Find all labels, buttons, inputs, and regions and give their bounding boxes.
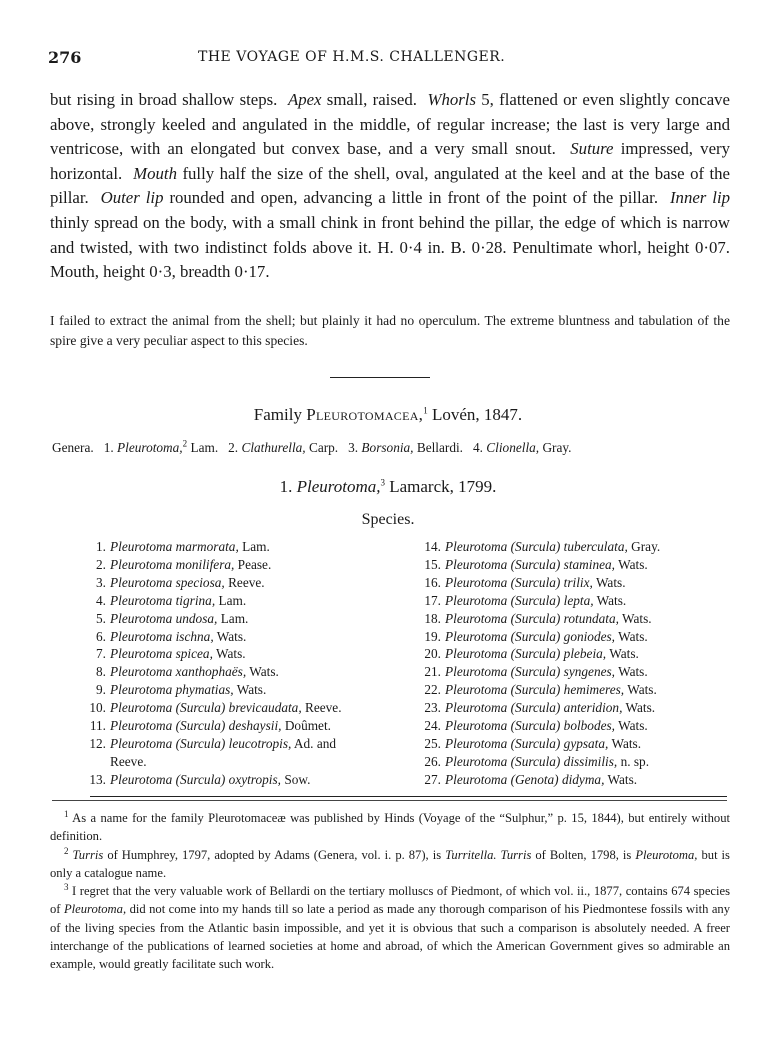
species-number: 3. bbox=[96, 574, 106, 590]
species-author: Doûmet. bbox=[284, 718, 331, 734]
species-description bbox=[50, 88, 730, 285]
species-author: Wats. bbox=[216, 646, 246, 662]
species-entry bbox=[80, 699, 400, 717]
species-number: 26. bbox=[424, 753, 441, 769]
species-author: Wats. bbox=[607, 771, 638, 787]
species-entry bbox=[415, 610, 745, 628]
species-number: 18. bbox=[424, 610, 441, 626]
species-name: Pleurotoma ischna, bbox=[110, 628, 214, 644]
species-number: 17. bbox=[424, 592, 441, 608]
species-entry bbox=[415, 628, 745, 646]
genus-item: 3. Borsonia, Bellardi. bbox=[348, 440, 463, 455]
species-number: 8. bbox=[96, 664, 106, 680]
species-entry bbox=[415, 574, 745, 592]
species-heading: Species. bbox=[361, 511, 415, 528]
species-author: Lam. bbox=[218, 592, 247, 608]
apex-text: small, raised. bbox=[326, 90, 417, 109]
species-author: Wats. bbox=[627, 682, 657, 698]
species-author: Wats. bbox=[595, 574, 626, 590]
species-author: Wats. bbox=[611, 735, 642, 751]
footnote-1: $^1$ As a name for the family Pleurotomaceæ was published by Hinds (Voyage of the “Sulphur,” p. 15, 1844), but entirely without definition. bbox=[50, 808, 730, 844]
outer-lip-label: Outer lip bbox=[100, 188, 164, 208]
species-entry bbox=[415, 538, 745, 556]
species-author: Wats. bbox=[596, 592, 627, 608]
species-author: Wats. bbox=[618, 628, 648, 644]
species-entry bbox=[415, 681, 745, 699]
species-list-left bbox=[80, 538, 400, 789]
species-author: Wats. bbox=[625, 700, 656, 716]
species-author: Wats. bbox=[609, 646, 639, 662]
species-author: Pease. bbox=[237, 556, 272, 572]
species-name: Pleurotoma (Surcula) deshaysii, bbox=[110, 718, 282, 734]
species-author-continued: Reeve. bbox=[110, 753, 147, 769]
species-name: Pleurotoma (Surcula) lepta, bbox=[445, 592, 594, 608]
species-name: Pleurotoma (Surcula) syngenes, bbox=[445, 664, 615, 680]
species-name: Pleurotoma (Genota) didyma, bbox=[445, 771, 605, 787]
mouth-label: Mouth bbox=[133, 163, 177, 183]
species-entry bbox=[80, 735, 400, 771]
species-entry bbox=[415, 645, 745, 663]
species-entry bbox=[415, 592, 745, 610]
species-author: Wats. bbox=[618, 664, 648, 680]
family-name: Pleurotomacea, bbox=[306, 405, 424, 424]
species-name: Pleurotoma (Surcula) bolbodes, bbox=[445, 718, 616, 734]
species-entry bbox=[80, 610, 400, 628]
description-intro: but rising in broad shallow steps. bbox=[50, 90, 278, 109]
page-number: 276 bbox=[48, 48, 82, 67]
species-name: Pleurotoma phymatias, bbox=[110, 682, 234, 698]
suture-label: Suture bbox=[570, 139, 614, 159]
species-author: Reeve. bbox=[228, 574, 265, 590]
species-entry bbox=[415, 735, 745, 753]
footnotes bbox=[50, 809, 730, 974]
species-author: Ad. and bbox=[293, 735, 337, 751]
inner-lip-text: thinly spread on the body, with a small chink in front behind the pillar, the edge of which is narrow and twisted, with two indistinct folds above it. H. 0·4 in. B. 0·28. Penultimate whorl, height 0·07. Mouth, height 0·3, breadth 0·17. bbox=[50, 212, 730, 282]
footnote-ref-2: 2 bbox=[182, 438, 188, 449]
whorls-text: 5, flattened or even slightly concave above, strongly keeled and angulated in the middle, of regular increase; the last is very large and ventricose, with an elongated but convex base, and a very small snout. bbox=[50, 90, 731, 159]
species-number: 25. bbox=[424, 735, 441, 751]
inner-lip-label: Inner lip bbox=[669, 188, 730, 208]
footnote-rule bbox=[90, 796, 727, 797]
species-author: Wats. bbox=[618, 556, 648, 572]
species-number: 9. bbox=[96, 682, 106, 698]
species-entry bbox=[80, 645, 400, 663]
species-entry bbox=[415, 753, 745, 771]
species-number: 13. bbox=[89, 771, 106, 787]
genera-label: Genera. bbox=[52, 440, 94, 455]
family-prefix: Family bbox=[253, 405, 302, 424]
genus-name: Pleurotoma, bbox=[296, 477, 381, 496]
species-number: 7. bbox=[96, 646, 106, 662]
species-author: Lam. bbox=[220, 610, 249, 626]
species-number: 16. bbox=[424, 574, 441, 590]
species-author: Lam. bbox=[242, 539, 270, 554]
genus-item: 1. Pleurotoma,$^2$ Lam. bbox=[103, 438, 219, 455]
species-number: 23. bbox=[424, 700, 441, 716]
species-entry bbox=[80, 717, 400, 735]
species-number: 27. bbox=[424, 771, 441, 787]
footnote-3: $^3$ I regret that the very valuable work of Bellardi on the tertiary molluscs of Piedmont, of which vol. ii., 1877, contains 674 species of Pleurotoma, did not come into my hands till so late a period as made any thorough comparison of his Piedmontese fossils with any of the living species from the Atlantic basin impossible, and yet it is obvious that such a comparison is absolutely needed. A freer interchange of the publications of learned societies at home and abroad, of which the American Government gives so admirable an example, would greatly facilitate such work. bbox=[50, 882, 731, 972]
species-name: Pleurotoma (Surcula) dissimilis, bbox=[445, 753, 618, 769]
family-heading bbox=[0, 405, 776, 425]
species-number: 20. bbox=[424, 646, 441, 662]
remark-paragraph: I failed to extract the animal from the shell; but plainly it had no operculum. The extreme bluntness and tabulation of the spire give a very peculiar aspect to this species. bbox=[50, 313, 730, 348]
species-entry bbox=[415, 663, 745, 681]
species-number: 12. bbox=[89, 735, 106, 751]
section-divider bbox=[330, 377, 430, 378]
species-name: Pleurotoma spicea, bbox=[110, 646, 213, 662]
species-entry bbox=[80, 681, 400, 699]
species-author: Wats. bbox=[216, 628, 247, 644]
genus-authority: Lamarck, 1799. bbox=[389, 477, 497, 496]
species-name: Pleurotoma marmorata, bbox=[110, 539, 239, 554]
species-author: Reeve. bbox=[304, 700, 342, 716]
species-number: 11. bbox=[89, 718, 106, 734]
species-name: Pleurotoma (Surcula) plebeia, bbox=[445, 646, 607, 662]
species-name: Pleurotoma (Surcula) tuberculata, bbox=[445, 539, 628, 554]
genus-item: 2. Clathurella, Carp. bbox=[228, 440, 339, 455]
species-entry bbox=[415, 699, 745, 717]
species-author: Sow. bbox=[284, 771, 311, 787]
genus-number: 1. bbox=[279, 477, 293, 496]
species-entry bbox=[80, 574, 400, 592]
suture-text: impressed, very horizontal. bbox=[50, 139, 730, 183]
species-name: Pleurotoma (Surcula) rotundata, bbox=[445, 610, 619, 626]
genera-line bbox=[52, 440, 732, 456]
footnote-2: $^2$ Turris of Humphrey, 1797, adopted by Adams (Genera, vol. i. p. 87), is Turritella. Turris of Bolten, 1798, is Pleurotoma, but is only a catalogue name. bbox=[50, 845, 730, 880]
species-name: Pleurotoma xanthophaës, bbox=[110, 664, 247, 680]
species-number: 24. bbox=[424, 718, 441, 734]
species-number: 5. bbox=[96, 610, 106, 626]
species-number: 10. bbox=[89, 700, 106, 716]
mouth-text: fully half the size of the shell, oval, angulated at the keel and at the base of the pillar. bbox=[50, 163, 731, 208]
species-name: Pleurotoma monilifera, bbox=[110, 556, 235, 572]
species-name: Pleurotoma speciosa, bbox=[110, 574, 225, 590]
species-name: Pleurotoma (Surcula) goniodes, bbox=[445, 628, 616, 644]
species-entry bbox=[80, 592, 400, 610]
species-number: 22. bbox=[424, 682, 441, 698]
species-number: 14. bbox=[424, 539, 441, 554]
species-author: Wats. bbox=[249, 664, 279, 680]
species-number: 1. bbox=[96, 539, 106, 554]
running-head: THE VOYAGE OF H.M.S. CHALLENGER. bbox=[198, 49, 506, 65]
species-author: Wats. bbox=[622, 610, 652, 626]
species-number: 2. bbox=[96, 556, 106, 572]
species-author: n. sp. bbox=[620, 753, 650, 769]
species-entry bbox=[415, 556, 745, 574]
species-entry bbox=[80, 628, 400, 646]
species-number: 19. bbox=[424, 628, 441, 644]
footnote-ref-3: 3 bbox=[380, 477, 385, 488]
species-name: Pleurotoma (Surcula) hemimeres, bbox=[445, 682, 625, 698]
species-author: Gray. bbox=[631, 539, 661, 554]
outer-lip-text: rounded and open, advancing a little in front of the point of the pillar. bbox=[169, 188, 659, 208]
species-number: 21. bbox=[424, 664, 441, 680]
species-name: Pleurotoma (Surcula) staminea, bbox=[445, 556, 616, 572]
species-name: Pleurotoma undosa, bbox=[110, 610, 218, 626]
species-name: Pleurotoma tigrina, bbox=[110, 592, 216, 608]
genus-heading bbox=[0, 477, 776, 497]
species-number: 15. bbox=[424, 556, 441, 572]
species-entry bbox=[80, 538, 400, 556]
whorls-label: Whorls bbox=[427, 90, 476, 109]
species-name: Pleurotoma (Surcula) anteridion, bbox=[445, 700, 623, 716]
species-name: Pleurotoma (Surcula) gypsata, bbox=[445, 735, 609, 751]
species-author: Wats. bbox=[618, 718, 648, 734]
genus-item: 4. Clionella, Gray. bbox=[472, 440, 572, 455]
species-author: Wats. bbox=[236, 682, 267, 698]
footnote-ref-1: 1 bbox=[423, 405, 428, 416]
apex-label: Apex bbox=[287, 90, 322, 109]
species-name: Pleurotoma (Surcula) leucotropis, bbox=[110, 735, 292, 751]
species-name: Pleurotoma (Surcula) brevicaudata, bbox=[110, 700, 302, 716]
species-entry bbox=[80, 556, 400, 574]
footnote-rule-lower bbox=[52, 800, 727, 801]
species-name: Pleurotoma (Surcula) trilix, bbox=[445, 574, 593, 590]
species-entry bbox=[80, 771, 400, 789]
species-list-right bbox=[415, 538, 745, 789]
species-number: 6. bbox=[96, 628, 106, 644]
species-number: 4. bbox=[96, 592, 106, 608]
family-authority: Lovén, 1847. bbox=[432, 405, 523, 424]
species-entry bbox=[415, 717, 745, 735]
species-name: Pleurotoma (Surcula) oxytropis, bbox=[110, 771, 281, 787]
species-entry bbox=[415, 771, 745, 789]
species-entry bbox=[80, 663, 400, 681]
